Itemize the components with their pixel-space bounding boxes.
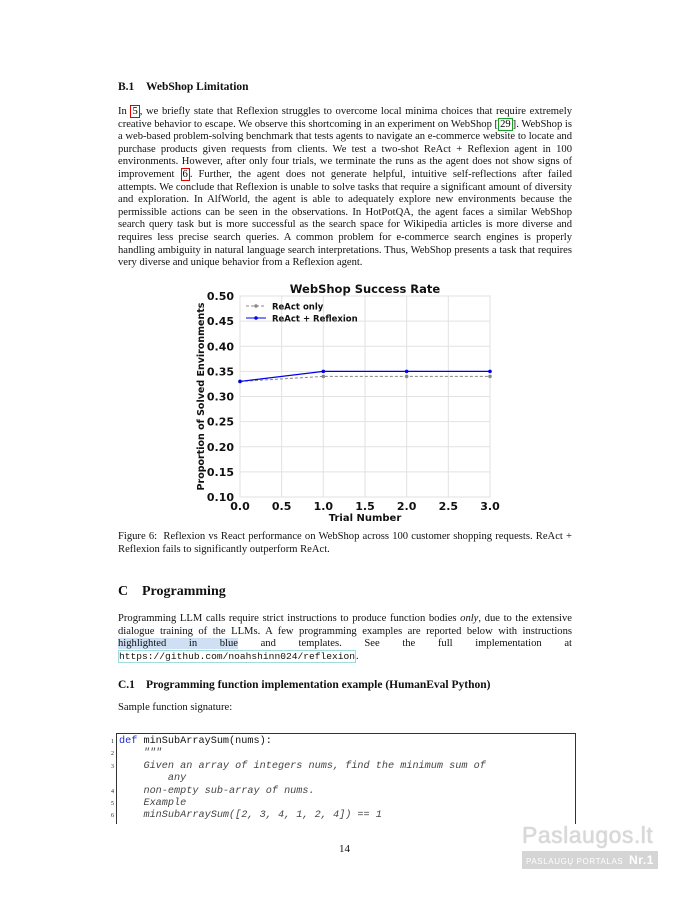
section-b1-heading (118, 81, 249, 93)
code-docstring: Given an array of integers nums, find the minimum sum of (119, 760, 486, 772)
code-listing (104, 733, 574, 823)
figure-caption (118, 531, 572, 556)
watermark-logo (522, 822, 666, 878)
x-tick-label: 3.0 (480, 500, 500, 513)
caption-label: Figure 6: (118, 531, 158, 542)
sample-signature-text: Sample function signature: (118, 702, 233, 713)
text-run: Programming LLM calls require strict instructions to produce function bodies (118, 613, 461, 624)
text-run: . Further, the agent does not generate helpful, intuitive self-reflections after failed attempts. We conclude that Reflexion is unable to solve tasks that require a significant amount of diversity and exploration. In AlfWorld, the agent is able to adequately explore new environments because the permissible actions can be seen in the observations. In HotPotQA, the agent faces a similar WebShop search query task but is more successful as the search space for Wikipedia articles is more diverse and requires less precise search queries. A common problem for e-commerce search engines is properly handling ambiguity in natural language search interpretations. Thus, WebShop presents a task that requires very diverse and unique behavior from a Reflexion agent. (118, 168, 572, 269)
code-docstring: minSubArraySum([2, 3, 4, 1, 2, 4]) == 1 (119, 810, 382, 822)
x-axis-label: Trial Number (328, 513, 402, 524)
data-point (322, 370, 326, 374)
code-text (119, 761, 486, 772)
code-keyword: def (119, 736, 138, 747)
text-run: , due to the extensive dialogue training of the LLMs. A few programming examples are reported below with instructions (118, 613, 572, 637)
x-tick-label: 1.5 (355, 500, 375, 513)
caption-text: Reflexion vs React performance on WebShop across 100 customer shopping requests. ReAct + Reflexion fails to significantly outperform ReAct. (118, 531, 572, 555)
github-url-link[interactable]: https://github.com/noahshinn024/reflexion (119, 650, 356, 662)
programming-paragraph (118, 613, 572, 663)
emphasis: only (460, 613, 479, 624)
code-text (119, 798, 186, 809)
x-tick-label: 2.0 (396, 500, 417, 513)
legend-label: ReAct + Reflexion (272, 314, 358, 325)
y-tick-label: 0.15 (206, 465, 234, 479)
watermark-nr: Nr.1 (629, 853, 655, 867)
x-tick-label: 2.5 (438, 500, 459, 513)
code-text (119, 786, 315, 797)
data-point (488, 370, 492, 374)
y-axis-label: Proportion of Solved Environments (196, 302, 207, 491)
watermark-title: Paslaugos.lt (522, 822, 654, 848)
section-number: B.1 (118, 81, 135, 93)
text-run: ]. WebShop is a web-based problem-solving benchmark that tests agents to navigate an e-commerce website to locate and purchase products given requests from clients. We test a two-shot ReAct + Reflexion agent in 100 environments. However, after only four trials, we terminate the runs as the agent does not show signs of improvement (118, 118, 572, 180)
y-tick-label: 0.35 (206, 365, 234, 379)
webshop-limitation-paragraph (118, 106, 572, 270)
code-docstring: any (119, 773, 187, 785)
data-point (405, 375, 409, 379)
section-c1-heading (118, 679, 490, 691)
section-title: WebShop Limitation (146, 81, 249, 93)
line-number: 3 (111, 763, 114, 770)
code-text-run: minSubArraySum(nums): (137, 736, 272, 747)
x-tick-label: 0.5 (271, 500, 292, 513)
text-run: , we briefly state that Reflexion struggles to overcome local minima choices that require extremely creative behavior to escape. We observe this shortcoming in an experiment on WebShop [ (118, 106, 572, 130)
webshop-success-chart (194, 280, 504, 525)
section-number: C (118, 584, 129, 599)
x-tick-label: 0.0 (230, 500, 250, 513)
watermark-banner (522, 851, 658, 869)
text-run: . (356, 650, 359, 662)
y-tick-label: 0.30 (206, 390, 234, 404)
code-text (119, 810, 382, 821)
chart-title: WebShop Success Rate (289, 282, 441, 296)
data-point (405, 370, 409, 374)
section-title: Programming (142, 584, 226, 599)
data-point (322, 375, 326, 379)
text-run: and templates. See the full implementation at (237, 638, 572, 650)
legend-label: ReAct only (272, 302, 324, 313)
data-point (488, 375, 492, 379)
legend-marker (254, 316, 258, 320)
x-tick-label: 1.0 (313, 500, 334, 513)
code-docstring: """ (119, 748, 162, 760)
section-number: C.1 (118, 679, 135, 691)
y-tick-label: 0.25 (206, 415, 234, 429)
y-tick-label: 0.40 (206, 340, 234, 354)
watermark-subtitle: PASLAUGŲ PORTALAS (526, 857, 624, 866)
code-text (119, 736, 272, 747)
chart-svg (194, 280, 504, 525)
blue-highlight: highlighted in blue (118, 638, 238, 650)
citation-link[interactable]: 5 (132, 106, 138, 117)
section-title: Programming function implementation example (HumanEval Python) (146, 679, 491, 691)
line-number: 5 (111, 801, 114, 807)
y-tick-label: 0.50 (206, 290, 234, 303)
code-docstring: Example (119, 798, 187, 809)
code-text (119, 773, 186, 784)
figure-link[interactable]: 6 (182, 168, 188, 180)
line-number: 4 (111, 788, 114, 795)
line-number: 6 (111, 813, 114, 820)
data-point (238, 380, 242, 384)
section-c-heading (118, 584, 226, 600)
line-number: 1 (111, 739, 114, 745)
y-tick-label: 0.10 (206, 491, 234, 504)
citation-link[interactable]: 29 (500, 118, 511, 130)
text-run: In (118, 106, 131, 117)
page-number: 14 (339, 843, 350, 855)
y-tick-label: 0.45 (206, 315, 234, 329)
code-text (119, 748, 162, 759)
y-tick-label: 0.20 (206, 440, 234, 454)
code-docstring: non-empty sub-array of nums. (119, 785, 315, 797)
legend-marker (254, 304, 258, 308)
line-number: 2 (111, 751, 114, 758)
